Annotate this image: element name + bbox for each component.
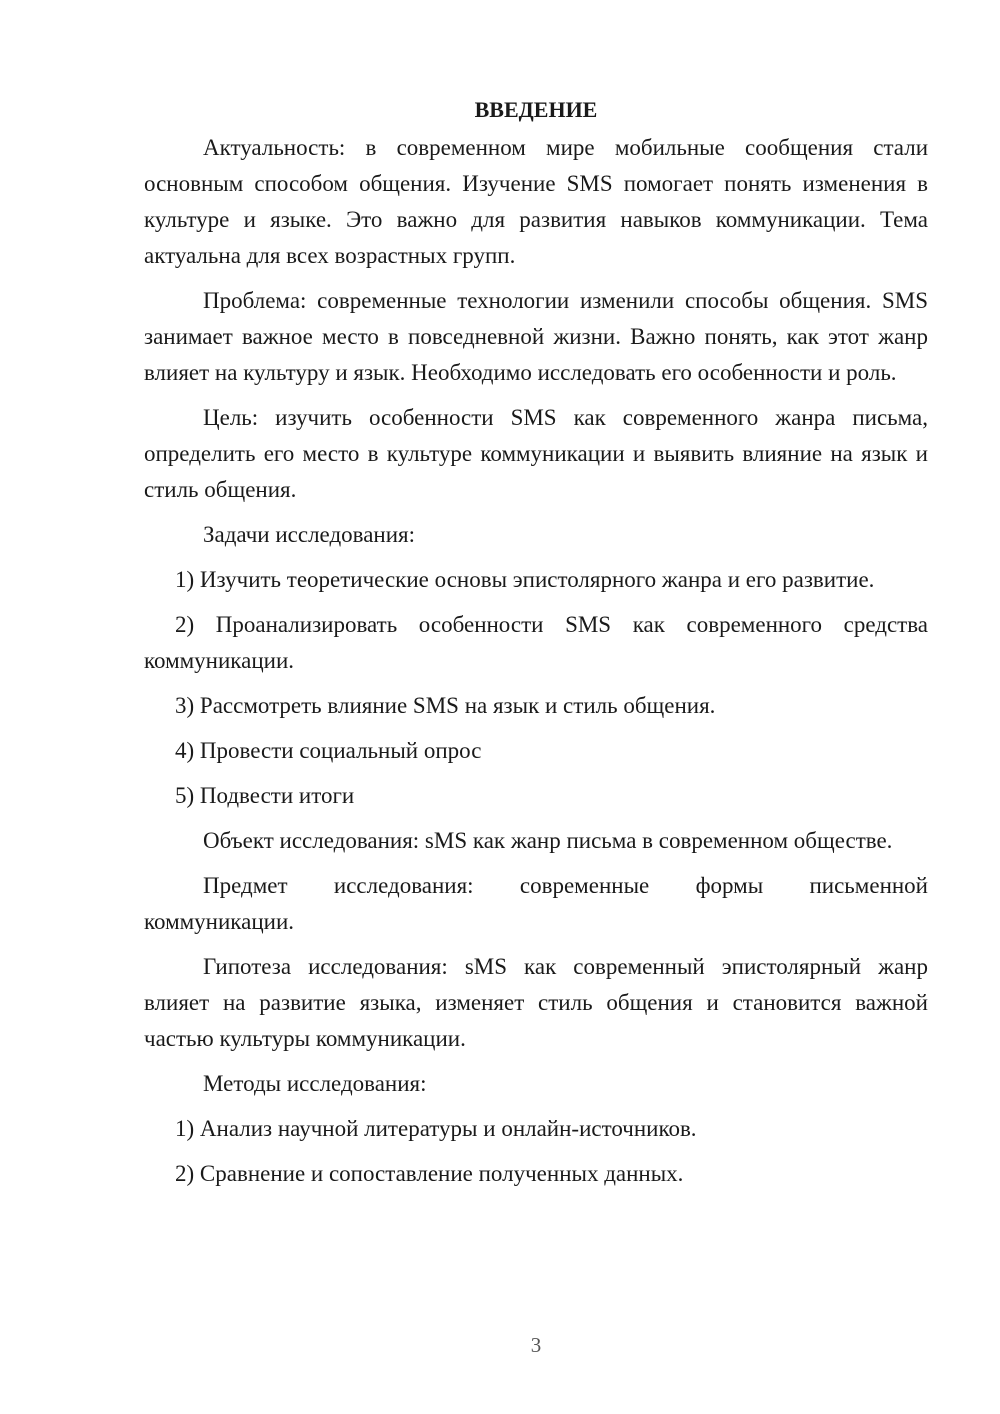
problem-paragraph: Проблема: современные технологии изменили способы общения. SMS занимает важное место в повседневной жизни. Важно понять, как этот жанр влияет на культуру и язык. Необходимо исследовать его особенности и роль. [144,288,928,385]
subject-word: формы [695,873,764,898]
method-item-2: 2) Сравнение и сопоставление полученных данных. [175,1161,684,1186]
page-number: 3 [530,1333,542,1357]
document-page [144,92,928,1201]
hypothesis-paragraph: Гипотеза исследования: sMS как современный эпистолярный жанр влияет на развитие языка, изменяет стиль общения и становится важной частью культуры коммуникации. [144,954,928,1051]
subject-word: исследования: [333,873,474,898]
relevance-paragraph: Актуальность: в современном мире мобильные сообщения стали основным способом общения. Изучение SMS помогает понять изменения в культуре и языке. Это важно для развития навыков коммуникации. Тема актуальна для всех возрастных групп. [144,135,928,268]
goal-paragraph: Цель: изучить особенности SMS как современного жанра письма, определить его место в культуре коммуникации и выявить влияние на язык и стиль общения. [144,405,928,502]
subject-word: Предмет [203,873,288,898]
subject-word: письменной [809,873,928,898]
task-item-5: 5) Подвести итоги [175,783,355,808]
tasks-title: Задачи исследования: [203,522,416,547]
task-item-2: 2) Проанализировать особенности SMS как современного средства коммуникации. [144,612,928,673]
method-item-1: 1) Анализ научной литературы и онлайн-источников. [175,1116,697,1141]
task-item-4: 4) Провести социальный опрос [175,738,482,763]
methods-title: Методы исследования: [203,1071,427,1096]
task-item-1: 1) Изучить теоретические основы эпистолярного жанра и его развитие. [175,567,875,592]
task-item-3: 3) Рассмотреть влияние SMS на язык и стиль общения. [175,693,716,718]
subject-tail: коммуникации. [144,909,295,934]
object-paragraph: Объект исследования: sMS как жанр письма в современном обществе. [203,828,893,853]
subject-paragraph [144,868,928,940]
subject-word: современные [519,873,650,898]
section-heading: ВВЕДЕНИЕ [474,97,598,122]
